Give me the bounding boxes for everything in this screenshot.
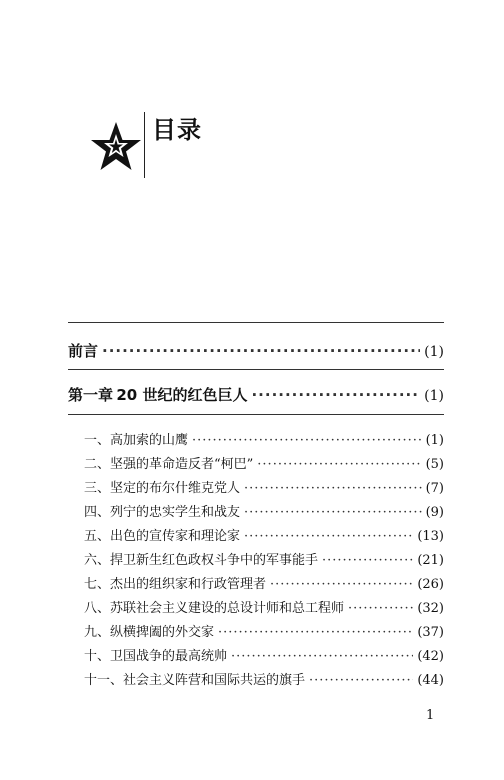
entry-page: (7) <box>425 481 444 496</box>
toc-entry[interactable] <box>84 549 444 568</box>
leader-dots <box>309 673 413 688</box>
entry-page: (9) <box>425 505 444 520</box>
toc-entry[interactable] <box>84 477 444 496</box>
red-star-icon <box>88 120 144 176</box>
divider-chapter <box>68 414 444 415</box>
entry-page: (13) <box>417 529 444 544</box>
chapter-page: (1) <box>424 388 444 404</box>
page-number: 1 <box>426 708 435 723</box>
entry-page: (42) <box>417 649 444 664</box>
entry-label: 四、列宁的忠实学生和战友 <box>84 505 241 520</box>
toc-entry[interactable] <box>84 597 444 616</box>
divider-preface <box>68 369 444 370</box>
entry-page: (1) <box>425 433 444 448</box>
leader-dots <box>257 457 421 472</box>
page-title: 目录 <box>152 116 202 144</box>
toc-entry[interactable] <box>84 573 444 592</box>
toc-entry-preface[interactable] <box>68 340 444 361</box>
entry-label: 一、高加索的山鹰 <box>84 433 189 448</box>
toc-entry-chapter-1[interactable] <box>68 384 444 405</box>
toc-entry[interactable] <box>84 621 444 640</box>
toc-header <box>88 108 248 188</box>
leader-dots <box>322 553 413 568</box>
entry-label: 十、卫国战争的最高统帅 <box>84 649 228 664</box>
entry-page: (26) <box>417 577 444 592</box>
leader-dots <box>231 649 413 664</box>
entry-page: (21) <box>417 553 444 568</box>
entry-label: 二、坚强的革命造反者“柯巴” <box>84 457 254 472</box>
toc-entry[interactable] <box>84 669 444 688</box>
entry-page: (5) <box>425 457 444 472</box>
leader-dots <box>244 505 422 520</box>
leader-dots <box>251 386 420 404</box>
entry-label: 五、出色的宣传家和理论家 <box>84 529 241 544</box>
toc-entry[interactable] <box>84 501 444 520</box>
toc-entry[interactable] <box>84 453 444 472</box>
leader-dots <box>270 577 413 592</box>
entry-label: 八、苏联社会主义建设的总设计师和总工程师 <box>84 601 345 616</box>
toc-entry[interactable] <box>84 645 444 664</box>
entry-page: (44) <box>417 673 444 688</box>
leader-dots <box>102 342 420 360</box>
entry-label: 七、杰出的组织家和行政管理者 <box>84 577 267 592</box>
entry-label: 三、坚定的布尔什维克党人 <box>84 481 241 496</box>
leader-dots <box>244 481 422 496</box>
divider-top <box>68 322 444 323</box>
leader-dots <box>218 625 413 640</box>
entry-page: (37) <box>417 625 444 640</box>
leader-dots <box>244 529 413 544</box>
preface-page: (1) <box>424 344 444 360</box>
entry-page: (32) <box>417 601 444 616</box>
entry-label: 十一、社会主义阵营和国际共运的旗手 <box>84 673 306 688</box>
toc-entry[interactable] <box>84 429 444 448</box>
leader-dots <box>348 601 413 616</box>
header-divider <box>144 112 145 178</box>
preface-label: 前言 <box>68 342 99 360</box>
chapter-number: 第一章 <box>68 386 114 404</box>
entry-label: 九、纵横捭阖的外交家 <box>84 625 215 640</box>
toc-entry[interactable] <box>84 525 444 544</box>
leader-dots <box>192 433 422 448</box>
entry-label: 六、捍卫新生红色政权斗争中的军事能手 <box>84 553 319 568</box>
chapter-title: 20 世纪的红色巨人 <box>116 386 248 404</box>
